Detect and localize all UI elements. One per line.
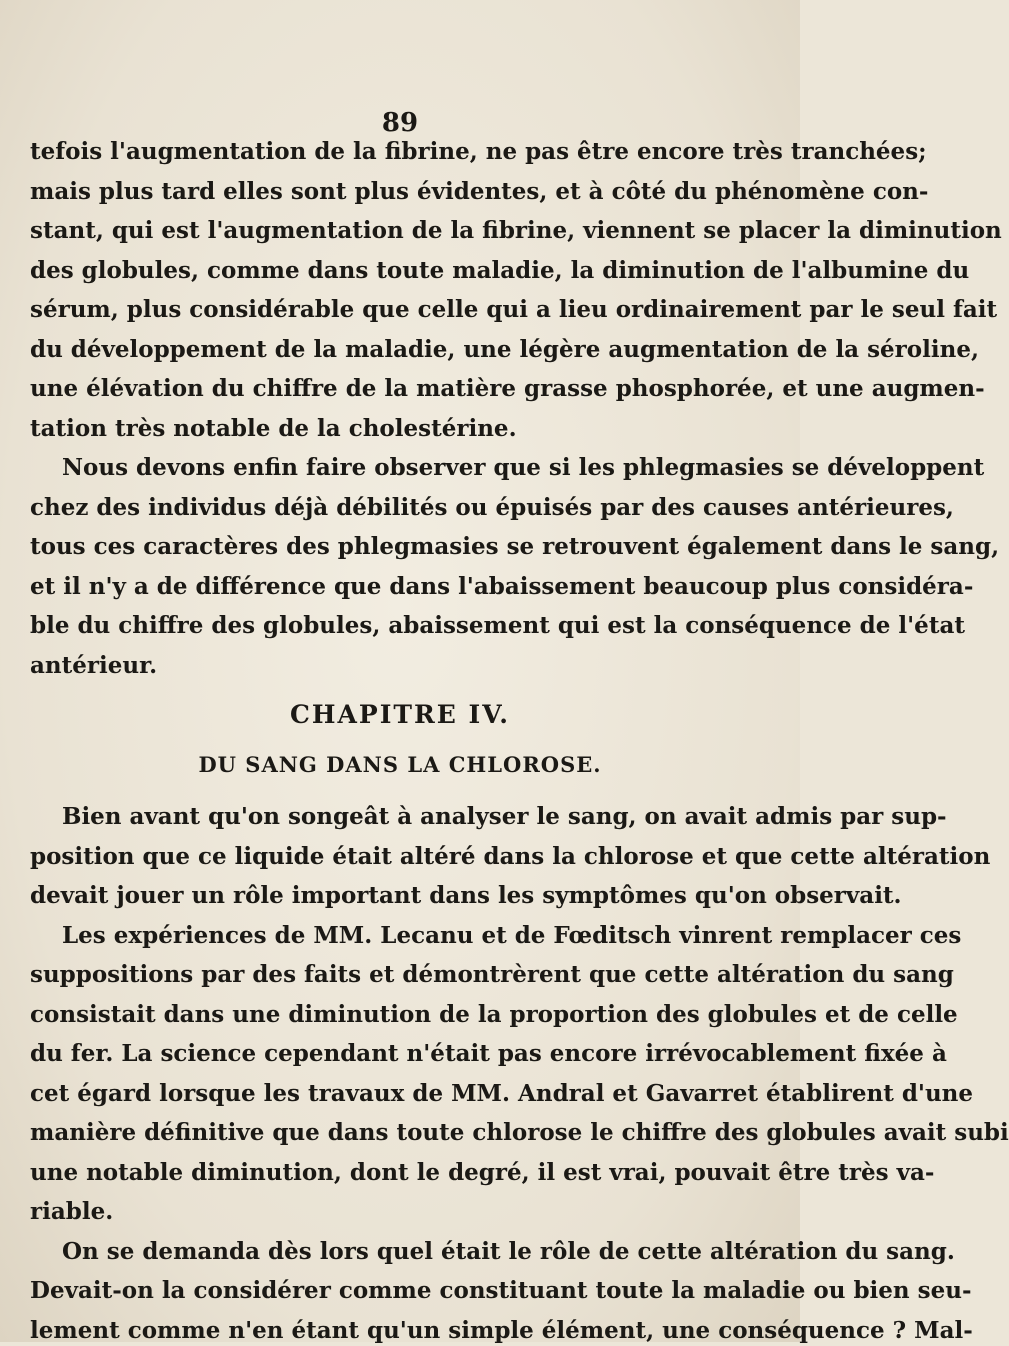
text-line: des globules, comme dans toute maladie, la diminution de l'albumine du — [30, 257, 970, 284]
text-line: manière définitive que dans toute chlorose le chiffre des globules avait subi — [30, 1119, 1009, 1146]
text-line: mais plus tard elles sont plus évidentes, et à côté du phénomène con- — [30, 178, 929, 205]
text-line: position que ce liquide était altéré dans la chlorose et que cette altération — [30, 843, 991, 870]
text-line: tation très notable de la cholestérine. — [30, 415, 517, 442]
section-title: DU SANG DANS LA CHLOROSE. — [198, 752, 602, 777]
text-line: et il n'y a de différence que dans l'abaissement beaucoup plus considéra- — [30, 573, 974, 600]
text-line: devait jouer un rôle important dans les symptômes qu'on observait. — [30, 882, 902, 909]
text-line: lement comme n'en étant qu'un simple élément, une conséquence ? Mal- — [30, 1317, 973, 1344]
text-line: Nous devons enfin faire observer que si les phlegmasies se développent — [62, 454, 985, 481]
chapter-title: CHAPITRE IV. — [290, 700, 510, 729]
text-line: sérum, plus considérable que celle qui a lieu ordinairement par le seul fait — [30, 296, 998, 323]
text-line: tous ces caractères des phlegmasies se retrouvent également dans le sang, — [30, 533, 1000, 560]
text-line: tefois l'augmentation de la fibrine, ne pas être encore très tranchées; — [30, 138, 927, 165]
text-line: une notable diminution, dont le degré, il est vrai, pouvait être très va- — [30, 1159, 935, 1186]
text-line: chez des individus déjà débilités ou épuisés par des causes antérieures, — [30, 494, 954, 521]
text-line: riable. — [30, 1198, 114, 1225]
text-line: une élévation du chiffre de la matière grasse phosphorée, et une augmen- — [30, 375, 985, 402]
text-line: stant, qui est l'augmentation de la fibrine, viennent se placer la diminution — [30, 217, 1002, 244]
text-line: ble du chiffre des globules, abaissement qui est la conséquence de l'état — [30, 612, 965, 639]
page-number: 89 — [381, 108, 419, 138]
text-line: consistait dans une diminution de la proportion des globules et de celle — [30, 1001, 958, 1028]
text-line: du développement de la maladie, une légère augmentation de la séroline, — [30, 336, 979, 363]
text-line: On se demanda dès lors quel était le rôle de cette altération du sang. — [62, 1238, 955, 1265]
text-line: antérieur. — [30, 652, 158, 679]
text-line: Bien avant qu'on songeât à analyser le sang, on avait admis par sup- — [62, 803, 947, 830]
text-line: du fer. La science cependant n'était pas encore irrévocablement fixée à — [30, 1040, 947, 1067]
text-line: Devait-on la considérer comme constituant toute la maladie ou bien seu- — [30, 1277, 972, 1304]
text-line: Les expériences de MM. Lecanu et de Fœditsch vinrent remplacer ces — [62, 922, 962, 949]
text-line: cet égard lorsque les travaux de MM. Andral et Gavarret établirent d'une — [30, 1080, 974, 1107]
text-line: suppositions par des faits et démontrèrent que cette altération du sang — [30, 961, 954, 988]
